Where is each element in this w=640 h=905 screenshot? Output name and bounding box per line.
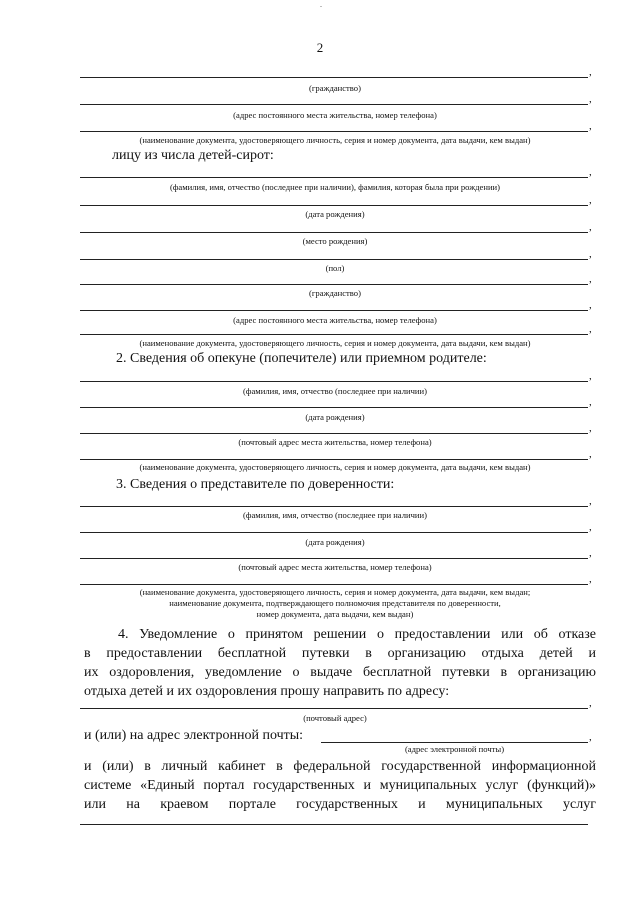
guardian-birthdate-caption: (дата рождения)	[305, 412, 365, 422]
fill-line[interactable]	[80, 459, 588, 460]
section-3-heading: 3. Сведения о представителе по доверенности:	[116, 477, 395, 492]
email-label: и (или) на адрес электронной почты:	[84, 728, 304, 743]
guardian-address-caption: (почтовый адрес места жительства, номер телефона)	[238, 437, 432, 447]
guardian-document-caption: (наименование документа, удостоверяющего личность, серия и номер документа, дата выдачи, кем выдан)	[139, 462, 531, 472]
comma: ,	[589, 495, 592, 507]
representative-birthdate-caption: (дата рождения)	[305, 537, 365, 547]
fill-line[interactable]	[80, 177, 588, 178]
representative-document-caption-1: (наименование документа, удостоверяющего личность, серия и номер документа, дата выдачи, кем выдан;	[139, 587, 531, 597]
address-caption: (адрес постоянного места жительства, номер телефона)	[233, 315, 437, 325]
cabinet-line-1: и (или) в личный кабинет в федеральной государственной информационной	[84, 759, 596, 774]
representative-address-caption: (почтовый адрес места жительства, номер телефона)	[238, 562, 432, 572]
comma: ,	[589, 731, 592, 743]
sex-caption: (пол)	[325, 263, 345, 273]
fill-line[interactable]	[80, 232, 588, 233]
cabinet-line-3: или на краевом портале государственных и муниципальных услуг	[84, 797, 596, 812]
representative-name-caption: (фамилия, имя, отчество (последнее при наличии)	[243, 510, 427, 520]
section-4-line-2: в предоставлении бесплатной путевки в организацию отдыха детей и	[84, 646, 596, 661]
comma: ,	[589, 273, 592, 285]
fill-line[interactable]	[80, 433, 588, 434]
email-line[interactable]	[321, 742, 588, 743]
section-4-line-3: их оздоровления, уведомление о выдаче бесплатной путевки в организацию	[84, 665, 596, 680]
section-4-line-4: отдыха детей и их оздоровления прошу направить по адресу:	[84, 684, 450, 699]
representative-document-caption-3: номер документа, дата выдачи, кем выдан)	[256, 609, 414, 619]
fill-line[interactable]	[80, 284, 588, 285]
orphan-label: лицу из числа детей-сирот:	[112, 148, 274, 163]
fill-line[interactable]	[80, 259, 588, 260]
comma: ,	[589, 573, 592, 585]
section-4-paragraph	[84, 625, 596, 701]
fill-line[interactable]	[80, 532, 588, 533]
address-caption: (адрес постоянного места жительства, номер телефона)	[233, 110, 437, 120]
fill-line[interactable]	[80, 310, 588, 311]
cabinet-line-2: системе «Единый портал государственных и муниципальных услуг (функций)»	[84, 778, 596, 793]
comma: ,	[589, 547, 592, 559]
comma: ,	[589, 248, 592, 260]
comma: ,	[589, 299, 592, 311]
postal-address-caption: (почтовый адрес)	[303, 713, 367, 723]
document-caption: (наименование документа, удостоверяющего личность, серия и номер документа, дата выдачи, кем выдан)	[139, 135, 531, 145]
comma: ,	[589, 370, 592, 382]
comma: ,	[589, 66, 592, 78]
fill-line[interactable]	[80, 77, 588, 78]
fill-line[interactable]	[80, 558, 588, 559]
comma: ,	[589, 697, 592, 709]
comma: ,	[589, 93, 592, 105]
comma: ,	[589, 194, 592, 206]
birthplace-caption: (место рождения)	[302, 236, 368, 246]
fill-line[interactable]	[80, 381, 588, 382]
birthdate-caption: (дата рождения)	[305, 209, 365, 219]
guardian-name-caption: (фамилия, имя, отчество (последнее при наличии)	[243, 386, 427, 396]
comma: ,	[589, 396, 592, 408]
fill-line[interactable]	[80, 131, 588, 132]
section-2-heading: 2. Сведения об опекуне (попечителе) или приемном родителе:	[116, 351, 487, 366]
name-caption: (фамилия, имя, отчество (последнее при наличии), фамилия, которая была при рождении)	[169, 182, 501, 192]
comma: ,	[589, 120, 592, 132]
citizenship-caption: (гражданство)	[309, 83, 361, 93]
fill-line[interactable]	[80, 584, 588, 585]
page-number: 2	[316, 40, 324, 55]
email-caption: (адрес электронной почты)	[404, 744, 505, 754]
fill-line[interactable]	[80, 407, 588, 408]
comma: ,	[589, 166, 592, 178]
scan-mark: .	[320, 0, 322, 9]
citizenship-caption: (гражданство)	[309, 288, 361, 298]
section-4-line-1: 4. Уведомление о принятом решении о предоставлении или об отказе	[118, 627, 596, 642]
comma: ,	[589, 448, 592, 460]
comma: ,	[589, 323, 592, 335]
fill-line[interactable]	[80, 334, 588, 335]
document-caption: (наименование документа, удостоверяющего личность, серия и номер документа, дата выдачи, кем выдан)	[139, 338, 531, 348]
comma: ,	[589, 521, 592, 533]
fill-line[interactable]	[80, 104, 588, 105]
postal-address-line[interactable]	[80, 708, 588, 709]
cabinet-paragraph	[84, 757, 596, 814]
fill-line[interactable]	[80, 824, 588, 825]
representative-document-caption-2: наименование документа, подтверждающего полномочия представителя по доверенности,	[169, 598, 501, 608]
fill-line[interactable]	[80, 205, 588, 206]
fill-line[interactable]	[80, 506, 588, 507]
comma: ,	[589, 221, 592, 233]
comma: ,	[589, 422, 592, 434]
